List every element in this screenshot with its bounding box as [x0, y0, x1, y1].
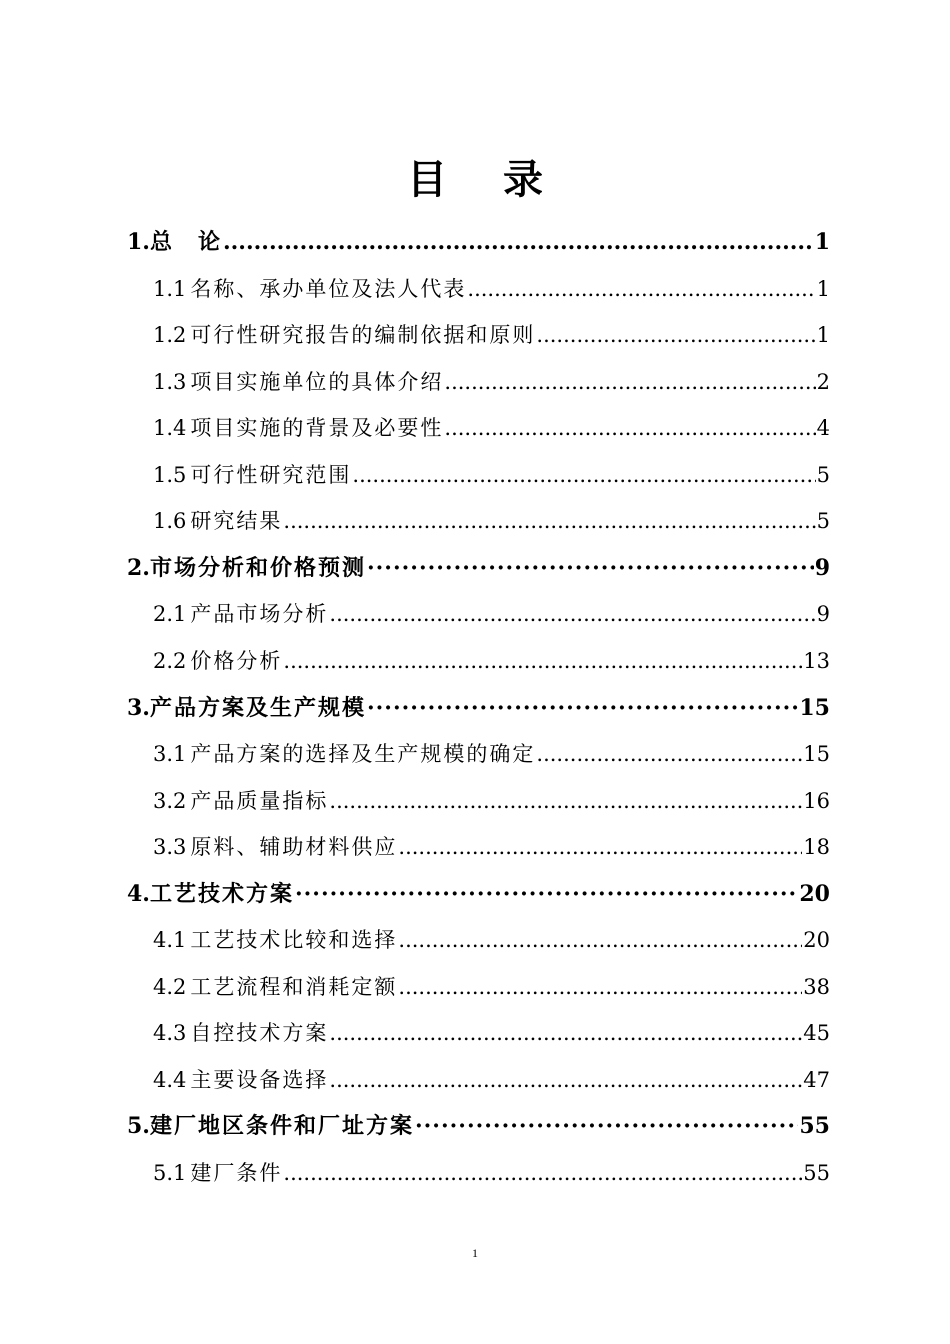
toc-section-entry[interactable] — [153, 969, 830, 1005]
toc-entry-page: 15 — [799, 694, 830, 721]
toc-entry-title: 项目实施的背景及必要性 — [190, 416, 444, 441]
toc-dot-leader — [223, 224, 814, 260]
toc-chapter-entry[interactable] — [127, 550, 830, 586]
toc-entry-title: 产品方案的选择及生产规模的确定 — [190, 742, 536, 767]
toc-entry-title: 产品市场分析 — [190, 602, 329, 627]
toc-chapter-entry[interactable] — [127, 1108, 830, 1144]
toc-entry-number: 1.3 — [153, 369, 187, 394]
toc-entry-number: 5.1 — [153, 1161, 187, 1185]
toc-entry-title: 主要设备选择 — [190, 1067, 329, 1092]
toc-entry-title: 原料、辅助材料供应 — [190, 835, 398, 860]
toc-entry-number: 4.2 — [153, 974, 187, 999]
toc-dot-leader — [536, 317, 815, 353]
toc-entry-page: 47 — [803, 1067, 830, 1092]
toc-chapter-entry[interactable] — [127, 690, 830, 726]
toc-dot-leader — [283, 643, 802, 679]
toc-section-entry[interactable] — [153, 271, 830, 307]
toc-entry-number: 4.3 — [153, 1021, 187, 1046]
toc-dot-leader — [444, 410, 815, 446]
toc-dot-leader — [295, 876, 798, 912]
toc-entry-number: 3. — [127, 694, 150, 721]
toc-entry-page: 15 — [803, 742, 830, 767]
toc-dot-leader — [283, 1155, 802, 1191]
toc-dot-leader — [398, 922, 802, 958]
toc-entry-number: 1.4 — [153, 416, 187, 441]
toc-section-entry[interactable] — [153, 1015, 830, 1051]
toc-dot-leader — [536, 736, 802, 772]
page-number: 1 — [472, 1246, 478, 1260]
toc-entry-title: 工艺技术比较和选择 — [190, 928, 398, 953]
toc-entry-number: 3.3 — [153, 835, 187, 860]
toc-entry-number: 3.2 — [153, 788, 187, 813]
toc-title-char-1: 目 — [407, 157, 447, 203]
toc-entry-number: 2. — [127, 554, 150, 581]
toc-section-entry[interactable] — [153, 643, 830, 679]
toc-dot-leader — [329, 596, 815, 632]
toc-entry-page: 1 — [816, 276, 830, 301]
toc-dot-leader — [352, 457, 815, 493]
toc-entry-page: 5 — [816, 462, 830, 487]
toc-section-entry[interactable] — [153, 922, 830, 958]
toc-entry-number: 1.2 — [153, 323, 187, 348]
toc-entry-page: 2 — [816, 369, 830, 394]
toc-entry-number: 4.4 — [153, 1067, 187, 1092]
toc-section-entry[interactable] — [153, 317, 830, 353]
toc-entry-title: 项目实施单位的具体介绍 — [190, 369, 444, 394]
toc-title-char-2: 录 — [503, 157, 543, 203]
toc-entry-page: 16 — [803, 788, 830, 813]
toc-entry-title: 市场分析和价格预测 — [149, 554, 366, 581]
toc-entry-title: 建厂地区条件和厂址方案 — [149, 1113, 414, 1140]
toc-chapter-entry[interactable] — [127, 876, 830, 912]
toc-entry-page: 18 — [803, 835, 830, 860]
toc-dot-leader — [398, 969, 802, 1005]
toc-entry-page: 4 — [816, 416, 830, 441]
toc-entry-page: 1 — [816, 323, 830, 348]
toc-section-entry[interactable] — [153, 503, 830, 539]
toc-dot-leader — [367, 690, 798, 726]
toc-dot-leader — [329, 783, 802, 819]
toc-entry-title: 工艺流程和消耗定额 — [190, 974, 398, 999]
toc-entry-page: 45 — [803, 1021, 830, 1046]
toc-entry-title: 自控技术方案 — [190, 1021, 329, 1046]
toc-dot-leader — [329, 1015, 802, 1051]
toc-dot-leader — [367, 550, 814, 586]
toc-section-entry[interactable] — [153, 736, 830, 772]
toc-entry-number: 1.1 — [153, 276, 187, 301]
toc-section-entry[interactable] — [153, 783, 830, 819]
toc-entry-number: 2.1 — [153, 602, 187, 627]
toc-entry-title: 可行性研究报告的编制依据和原则 — [190, 323, 536, 348]
toc-title — [0, 150, 950, 210]
toc-entry-page: 20 — [799, 880, 830, 907]
toc-entry-page: 20 — [803, 928, 830, 953]
toc-section-entry[interactable] — [153, 1062, 830, 1098]
toc-section-entry[interactable] — [153, 457, 830, 493]
toc-entry-title: 可行性研究范围 — [190, 462, 352, 487]
toc-entry-page: 13 — [803, 648, 830, 673]
toc-entry-number: 1.6 — [153, 509, 187, 534]
toc-entry-page: 55 — [803, 1161, 830, 1185]
toc-entry-page: 9 — [816, 602, 830, 627]
toc-section-entry[interactable] — [153, 364, 830, 400]
toc-dot-leader — [467, 271, 815, 307]
toc-entry-number: 5. — [127, 1113, 150, 1140]
toc-chapter-entry[interactable] — [127, 224, 830, 260]
toc-section-entry[interactable] — [153, 829, 830, 865]
toc-dot-leader — [329, 1062, 802, 1098]
toc-entry-number: 3.1 — [153, 742, 187, 767]
toc-entry-page: 9 — [814, 554, 830, 581]
toc-entry-number: 4.1 — [153, 928, 187, 953]
toc-section-entry[interactable] — [153, 410, 830, 446]
toc-entry-page: 5 — [816, 509, 830, 534]
toc-entry-number: 2.2 — [153, 648, 187, 673]
toc-entry-title: 名称、承办单位及法人代表 — [190, 276, 467, 301]
toc-entry-title: 建厂条件 — [190, 1161, 283, 1185]
toc-entry-title: 价格分析 — [190, 648, 283, 673]
toc-entry-page: 55 — [799, 1113, 830, 1140]
toc-dot-leader — [415, 1108, 798, 1144]
toc-entry-number: 4. — [127, 880, 150, 907]
toc-entry-title: 工艺技术方案 — [149, 880, 294, 907]
toc-dot-leader — [283, 503, 815, 539]
toc-entry-title: 研究结果 — [190, 509, 283, 534]
toc-entry-title: 产品质量指标 — [190, 788, 329, 813]
toc-section-entry[interactable] — [153, 596, 830, 632]
toc-entry-title: 总 论 — [149, 229, 222, 255]
toc-dot-leader — [398, 829, 802, 865]
toc-entry-number: 1. — [127, 229, 150, 255]
toc-section-entry[interactable] — [153, 1155, 830, 1191]
toc-entry-page: 38 — [803, 974, 830, 999]
toc-entry-title: 产品方案及生产规模 — [149, 694, 366, 721]
toc-entry-number: 1.5 — [153, 462, 187, 487]
toc-entry-page: 1 — [814, 229, 830, 255]
toc-dot-leader — [444, 364, 815, 400]
